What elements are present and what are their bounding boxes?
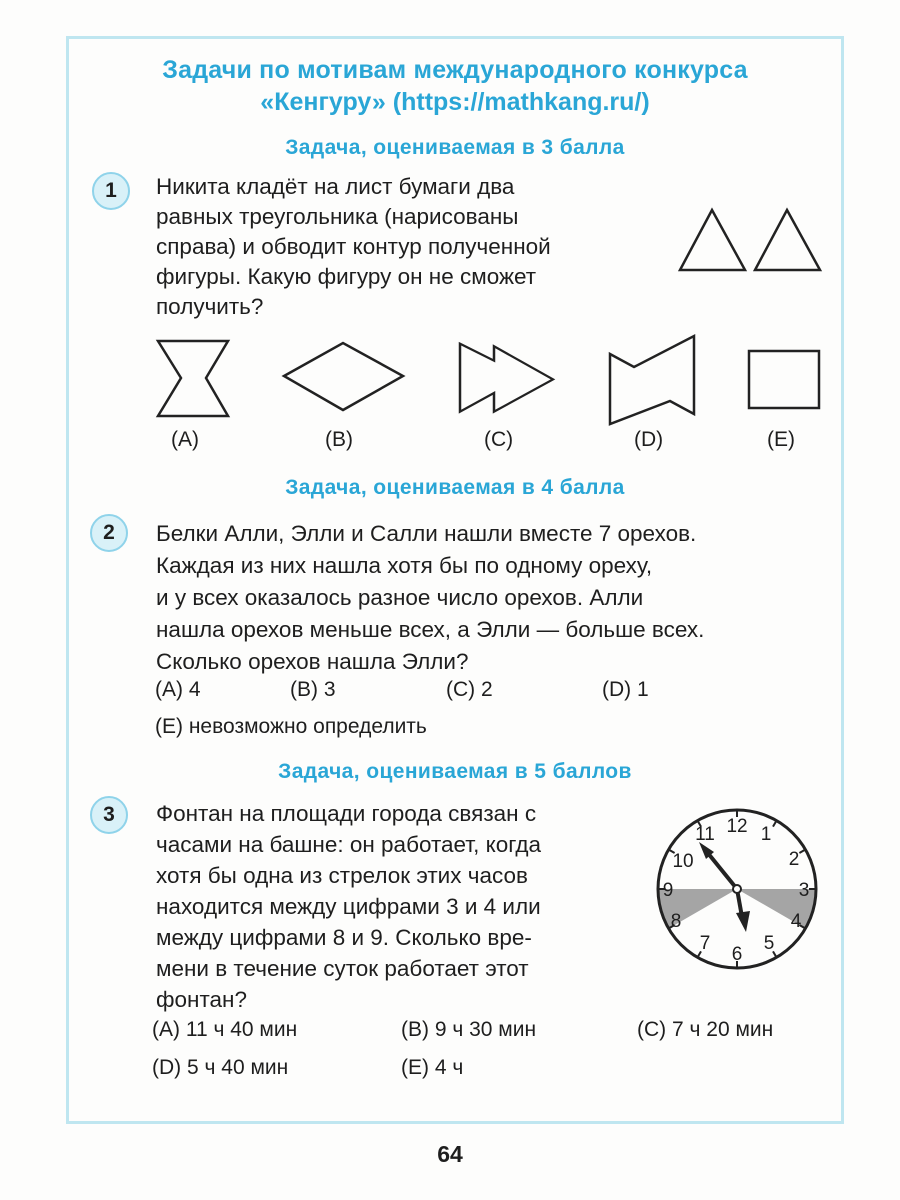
option-label: (E) [767,428,795,451]
answer-option-c: (C) 2 [446,678,493,701]
text-line: мени в течение суток работает этот [156,956,529,981]
clock-number: 3 [798,880,810,901]
hourglass-shape-icon [155,340,235,420]
answer-option-d: (D) 1 [602,678,649,701]
rectangle-shape-icon [748,350,822,412]
text-line: и у всех оказалось разное число орехов. Алли [156,585,644,610]
text-line: получить? [156,294,264,319]
text-line: равных треугольника (нарисованы [156,204,519,229]
problem-number-badge: 3 [90,796,128,834]
text-line: Сколько орехов нашла Элли? [156,649,469,674]
page-subtitle: «Кенгуру» (https://mathkang.ru/) [260,88,650,116]
page-title: Задачи по мотивам международного конкурса [162,56,748,84]
text-line: находится между цифрами 3 и 4 или [156,894,541,919]
text-line: Фонтан на площади города связан с [156,801,537,826]
text-line: между цифрами 8 и 9. Сколько вре- [156,925,532,950]
text-line: часами на башне: он работает, когда [156,832,542,857]
minute-hand [707,852,737,889]
problem-number-badge: 1 [92,172,130,210]
text-line: хотя бы одна из стрелок этих часов [156,863,528,888]
answer-option-e: (E) невозможно определить [155,715,427,738]
clock-number: 11 [695,824,715,845]
answer-option-a: (A) 11 ч 40 мин [152,1018,298,1041]
clock-number: 1 [760,824,772,845]
answer-option-d: (D) 5 ч 40 мин [152,1056,289,1079]
bowtie-shape-icon [608,334,698,428]
option-label: (A) [171,428,199,451]
two-triangles-icon [660,200,830,280]
problem-number-badge: 2 [90,514,128,552]
text-line: фонтан? [156,987,247,1012]
text-line: справа) и обводит контур полученной [156,234,551,259]
text-line: фигуры. Какую фигуру он не сможет [156,264,537,289]
clock-number: 10 [672,851,694,872]
section-title-5-points: Задача, оцениваемая в 5 баллов [278,760,632,783]
page-number: 64 [437,1141,463,1167]
answer-option-a: (A) 4 [155,678,201,701]
answer-option-c: (C) 7 ч 20 мин [637,1018,774,1041]
clock-number: 5 [763,933,775,954]
problem-2-text [156,518,820,678]
answer-option-b: (B) 3 [290,678,336,701]
double-arrow-shape-icon [458,342,556,416]
clock-number: 9 [662,880,674,901]
clock-number: 6 [731,944,743,965]
rhombus-shape-icon [282,342,407,414]
clock-number: 7 [699,933,711,954]
text-line: Никита кладёт на лист бумаги два [156,174,515,199]
problem-1-text [156,172,632,322]
clock-number: 8 [670,911,682,932]
answer-option-b: (B) 9 ч 30 мин [401,1018,537,1041]
clock-icon [656,808,818,970]
clock-number: 12 [726,816,748,837]
text-line: Белки Алли, Элли и Салли нашли вместе 7 орехов. [156,521,697,546]
section-title-3-points: Задача, оцениваемая в 3 балла [285,136,625,159]
clock-number: 4 [790,911,802,932]
text-line: Каждая из них нашла хотя бы по одному ореху, [156,553,653,578]
option-label: (C) [484,428,514,451]
option-label: (D) [634,428,664,451]
clock-number: 2 [788,849,800,870]
text-line: нашла орехов меньше всех, а Элли — больше всех. [156,617,705,642]
option-label: (B) [325,428,353,451]
answer-option-e: (E) 4 ч [401,1056,464,1079]
problem-3-text [156,798,628,1015]
section-title-4-points: Задача, оцениваемая в 4 балла [285,476,625,499]
